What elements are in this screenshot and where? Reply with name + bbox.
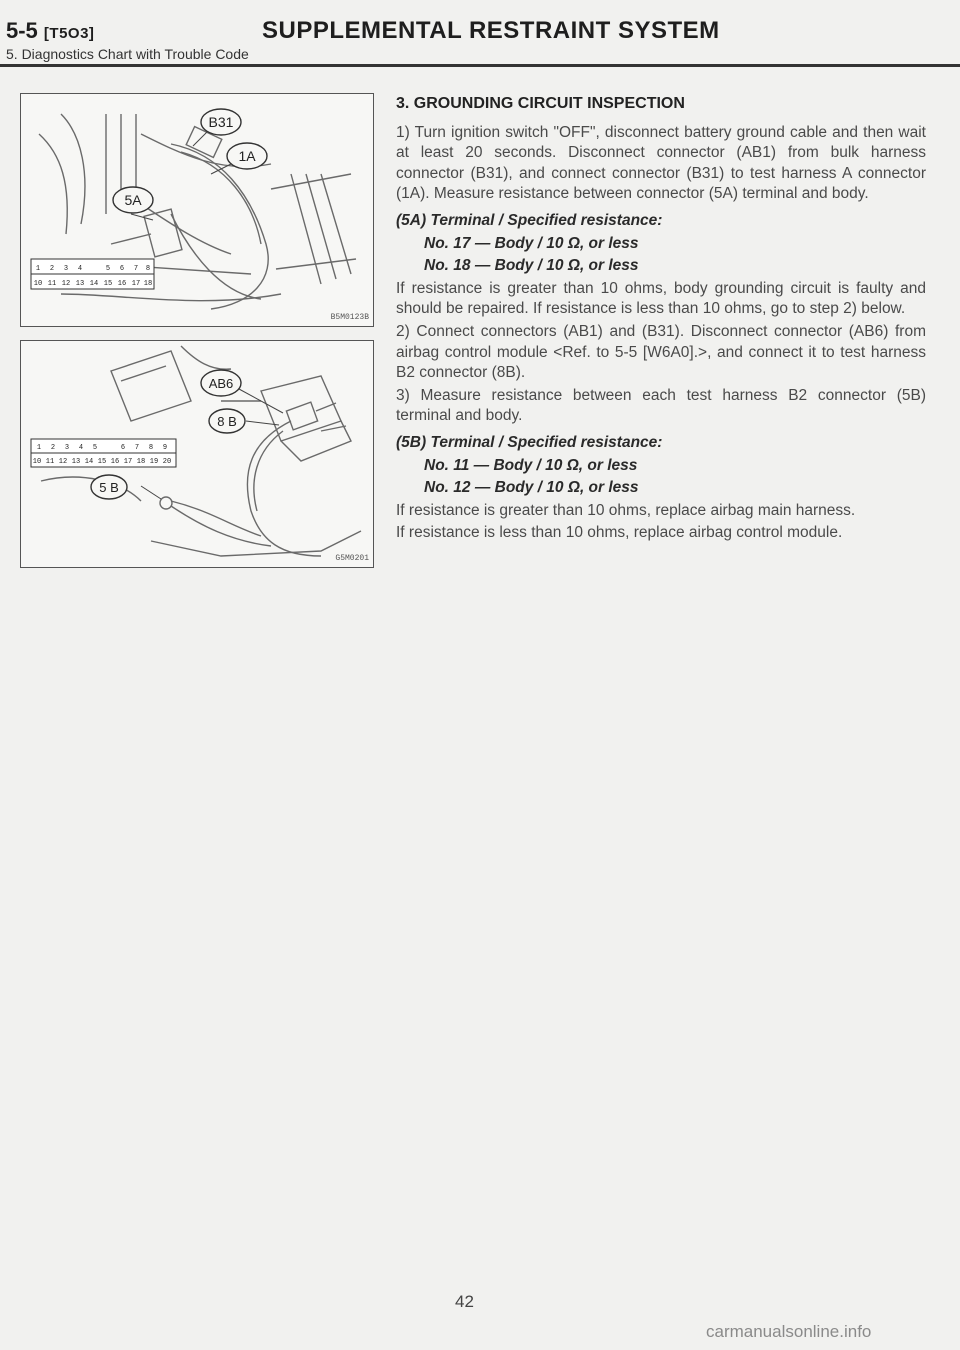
- pin-label: 7: [133, 265, 139, 273]
- header-rule: [0, 64, 960, 67]
- pin-label: 6: [119, 265, 125, 273]
- pin-label: 15: [103, 280, 113, 288]
- pin-label: 6: [120, 444, 126, 452]
- pin-label: 5: [92, 444, 98, 452]
- watermark: carmanualsonline.info: [706, 1322, 872, 1341]
- pin-label: 13: [75, 280, 85, 288]
- pin-label: 14: [84, 458, 94, 466]
- pin-label: 16: [117, 280, 127, 288]
- spec-heading: (5A) Terminal / Specified resistance:: [396, 211, 663, 229]
- pin-label: 4: [78, 444, 84, 452]
- page-header: [0, 0, 960, 68]
- spec-heading: (5B) Terminal / Specified resistance:: [396, 433, 663, 451]
- spec-item: No. 17 — Body / 10 Ω, or less: [424, 234, 639, 252]
- spec-item: No. 18 — Body / 10 Ω, or less: [424, 257, 639, 275]
- pin-label: 12: [58, 458, 68, 466]
- pin-label: 1: [36, 444, 42, 452]
- step-title: 3. GROUNDING CIRCUIT INSPECTION: [396, 95, 685, 112]
- pin-label: 18: [143, 280, 153, 288]
- figure-code: G5M0201: [335, 554, 369, 563]
- pin-label: 20: [162, 458, 172, 466]
- pin-label: 11: [47, 280, 57, 288]
- pin-label: 2: [50, 444, 56, 452]
- paragraph: If resistance is less than 10 ohms, replace airbag control module.: [396, 524, 843, 542]
- pin-label: 8: [145, 265, 151, 273]
- label-5b: 5 B: [99, 480, 119, 495]
- label-5a: 5A: [124, 192, 142, 208]
- paragraph: 3) Measure resistance between each test harness B2 connector (5B) terminal and body.: [396, 386, 926, 425]
- pin-label: 1: [35, 265, 41, 273]
- paragraph: 2) Connect connectors (AB1) and (B31). Disconnect connector (AB6) from airbag control module <Ref. to 5-5 [W6A0].>, and connect it to test harness B2 connector (8B).: [396, 322, 926, 382]
- figure-2-drawing: [21, 341, 373, 567]
- label-b31: B31: [208, 114, 234, 130]
- section-subtitle: 5. Diagnostics Chart with Trouble Code: [6, 46, 249, 62]
- figure-1-drawing: [21, 94, 373, 326]
- paragraph: 1) Turn ignition switch "OFF", disconnect battery ground cable and then wait at least 20 seconds. Disconnect connector (AB1) from bulk harness connector (B31), and connect connector (B31) to test harness A connector (1A). Measure resistance between connector (5A) terminal and body.: [396, 123, 926, 203]
- pin-label: 13: [71, 458, 81, 466]
- pin-label: 5: [105, 265, 111, 273]
- label-8b: 8 B: [217, 414, 237, 429]
- page-number: 42: [455, 1292, 474, 1311]
- pin-label: 14: [89, 280, 99, 288]
- pin-label: 7: [134, 444, 140, 452]
- label-1a: 1A: [238, 148, 256, 164]
- pin-label: 15: [97, 458, 107, 466]
- pin-label: 19: [149, 458, 159, 466]
- pin-label: 18: [136, 458, 146, 466]
- pin-label: 16: [110, 458, 120, 466]
- pin-label: 10: [33, 280, 43, 288]
- section-code: 5-5 [T5O3]: [6, 18, 95, 43]
- label-ab6: AB6: [208, 376, 234, 391]
- pin-label: 9: [162, 444, 168, 452]
- spec-item: No. 12 — Body / 10 Ω, or less: [424, 479, 639, 497]
- figure-connector-b31: [20, 93, 374, 327]
- pin-label: 12: [61, 280, 71, 288]
- figure-connector-ab6: [20, 340, 374, 568]
- paragraph: If resistance is greater than 10 ohms, body grounding circuit is faulty and should be repaired. If resistance is less than 10 ohms, go to step 2) below.: [396, 279, 926, 318]
- paragraph: If resistance is greater than 10 ohms, replace airbag main harness.: [396, 501, 856, 519]
- pin-label: 17: [131, 280, 141, 288]
- section-title: SUPPLEMENTAL RESTRAINT SYSTEM: [262, 17, 720, 44]
- spec-item: No. 11 — Body / 10 Ω, or less: [424, 456, 638, 474]
- pin-label: 4: [77, 265, 83, 273]
- pin-label: 2: [49, 265, 55, 273]
- pin-label: 10: [32, 458, 42, 466]
- pin-label: 11: [45, 458, 55, 466]
- figure-code: B5M0123B: [330, 313, 369, 322]
- pin-label: 3: [64, 444, 70, 452]
- pin-label: 8: [148, 444, 154, 452]
- pin-label: 3: [63, 265, 69, 273]
- procedure-text: [396, 94, 926, 546]
- pin-label: 17: [123, 458, 133, 466]
- section-tag: [T5O3]: [43, 25, 95, 42]
